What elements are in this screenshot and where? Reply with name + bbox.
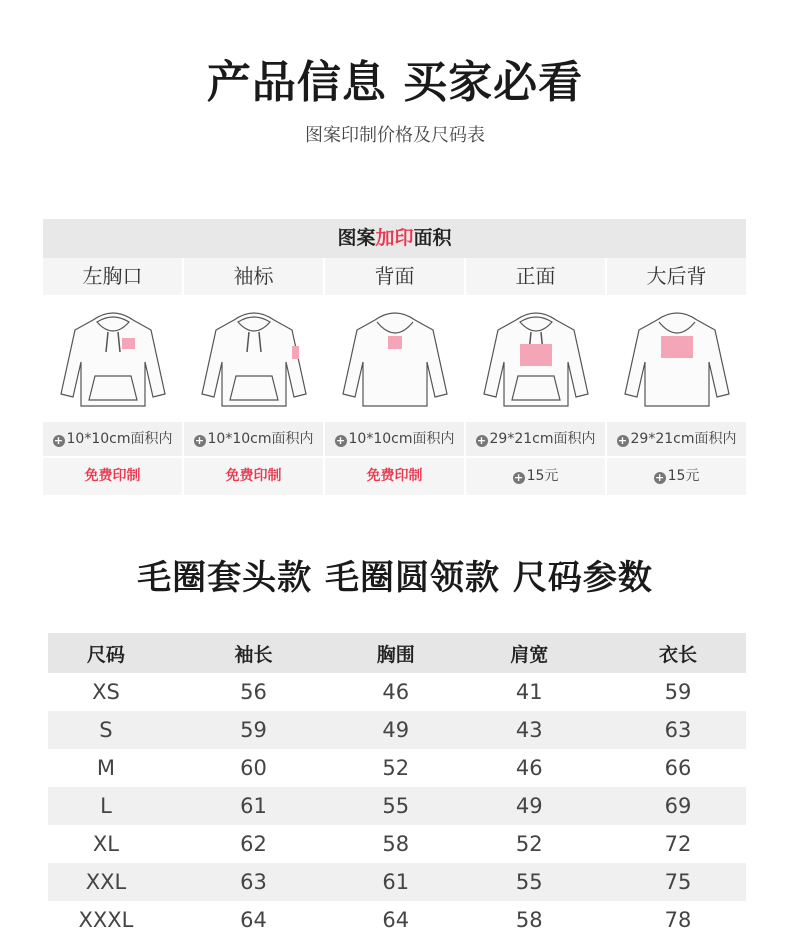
hoodie-front-icon [194,304,314,414]
print-option-front [466,258,605,495]
print-price: + 15元 [607,458,746,495]
table-cell: 64 [240,908,267,932]
table-cell: 63 [610,711,746,749]
table-cell: 62 [240,832,267,856]
table-cell: 61 [343,863,449,901]
table-row [48,863,746,901]
size-col-header: 尺码 [48,633,164,673]
table-row [48,825,746,863]
print-area-size: + 10*10cm面积内 [43,422,182,456]
print-area-size: + 10*10cm面积内 [325,422,464,456]
print-area-header [43,219,746,258]
print-area-size: + 29*21cm面积内 [466,422,605,456]
print-price: 免费印制 [43,458,182,495]
table-cell: 55 [343,787,449,825]
print-option-label: 背面 [325,258,464,295]
print-header-pre: 图案 [337,227,376,249]
table-cell: 52 [382,756,410,780]
table-row [48,749,746,787]
table-cell: 72 [664,832,692,856]
table-cell: 66 [664,756,692,780]
table-cell: XXXL [78,908,134,932]
table-cell: 46 [382,680,410,704]
table-row [48,787,746,825]
print-option-sleeve [184,258,323,495]
table-cell: 61 [164,787,343,825]
plus-icon: + [194,434,205,447]
size-section-title: 毛圈套头款 毛圈圆领款 尺码参数 [137,558,653,598]
table-row [48,673,746,711]
print-price: 免费印制 [184,458,323,495]
table-cell: 56 [240,680,267,704]
table-cell: 55 [449,863,610,901]
hoodie-front-image [43,295,182,422]
table-cell: M [96,756,115,780]
plus-icon: + [654,471,665,484]
print-option-left-chest [43,258,182,495]
size-table-header [48,633,746,673]
plus-icon: + [335,434,346,447]
print-option-back [325,258,464,495]
table-cell: 59 [164,711,343,749]
table-cell: 58 [382,832,410,856]
table-cell: 75 [610,863,746,901]
print-price: 免费印制 [325,458,464,495]
table-cell: XS [92,680,120,704]
print-option-label: 左胸口 [43,258,182,295]
print-area-size: + 29*21cm面积内 [607,422,746,456]
table-cell: 69 [610,787,746,825]
table-cell: 64 [382,908,410,932]
table-cell: 59 [664,680,692,704]
hoodie-front-icon [476,304,596,414]
table-cell: 78 [664,908,692,932]
hoodie-front-image [184,295,323,422]
print-option-big-back [607,258,746,495]
print-option-label: 袖标 [184,258,323,295]
print-header-accent: 加印 [375,227,414,249]
table-cell: XL [92,832,119,856]
print-area-table [43,219,746,505]
table-cell: 41 [515,680,543,704]
size-col-header: 胸围 [343,633,449,673]
plus-icon: + [53,434,64,447]
table-cell: 49 [449,787,610,825]
table-cell: 63 [164,863,343,901]
print-option-label: 大后背 [607,258,746,295]
table-cell: XXL [48,863,164,901]
table-row [48,901,746,939]
table-cell: 49 [343,711,449,749]
table-cell: 58 [515,908,543,932]
hoodie-front-icon [53,304,173,414]
print-header-post: 面积 [413,227,452,249]
print-price: + 15元 [466,458,605,495]
table-row [48,711,746,749]
size-col-header: 袖长 [164,633,343,673]
print-area-size: + 10*10cm面积内 [184,422,323,456]
hoodie-back-image [325,295,464,422]
print-option-label: 正面 [466,258,605,295]
size-col-header: 衣长 [610,633,746,673]
table-cell: 43 [449,711,610,749]
hoodie-back-image [607,295,746,422]
table-cell: S [48,711,164,749]
hoodie-back-icon [617,304,737,414]
plus-icon: + [513,471,524,484]
plus-icon: + [476,434,487,447]
table-cell: 60 [240,756,267,780]
table-cell: 46 [515,756,543,780]
hoodie-back-icon [335,304,455,414]
plus-icon: + [617,434,628,447]
page-subtitle: 图案印制价格及尺码表 [305,125,485,146]
table-cell: L [48,787,164,825]
hoodie-front-image [466,295,605,422]
page-title: 产品信息 买家必看 [206,57,584,108]
size-col-header: 肩宽 [449,633,610,673]
size-table [48,633,746,939]
table-cell: 52 [515,832,543,856]
